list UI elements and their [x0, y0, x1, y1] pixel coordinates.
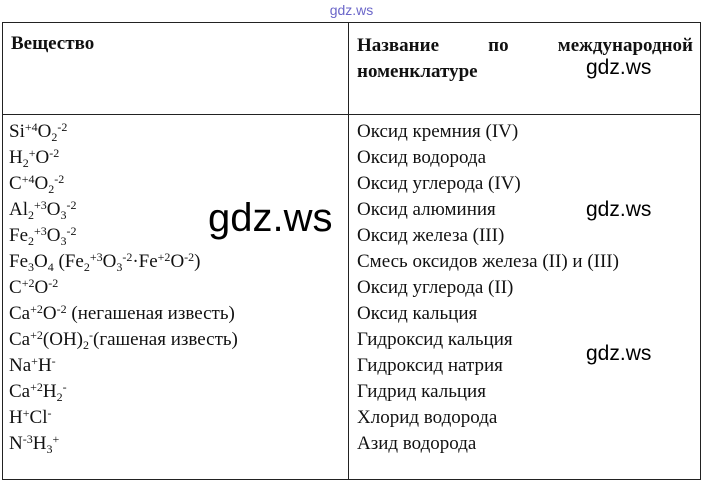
column-divider — [348, 23, 349, 479]
watermark: gdz.ws — [586, 56, 652, 79]
formula-cell: $Ca^{+2}H_2^-$ — [9, 380, 67, 404]
formula-cell: $C^{+4}O_2^{-2}$ — [9, 172, 65, 196]
formula-cell: $H_2^+O^{-2}$ — [9, 146, 60, 170]
header-name: Название по международной номенклатуре — [357, 35, 693, 82]
name-cell: Оксид кремния (IV) — [357, 121, 519, 142]
formula-cell: $Al_2^{+3}O_3^{-2}$ — [9, 198, 77, 222]
formula-cell: $N^{-3}H_3^+$ — [9, 432, 60, 456]
name-cell: Гидроксид кальция — [357, 329, 513, 350]
name-cell: Оксид железа (III) — [357, 225, 505, 246]
name-cell: Оксид кальция — [357, 303, 478, 324]
formula-cell: $Ca^{+2}(OH)_2^-(гашеная$ известь) — [9, 328, 238, 352]
watermark: gdz.ws — [586, 198, 652, 221]
formula-cell: $Si^{+4}O_2^{-2}$ — [9, 120, 68, 144]
formula-column — [9, 119, 238, 457]
name-cell: Оксид углерода (IV) — [357, 173, 521, 194]
name-cell: Смесь оксидов железа (II) и (III) — [357, 251, 619, 272]
header-divider — [3, 114, 700, 115]
name-cell: Оксид алюминия — [357, 199, 496, 220]
formula-cell: $Ca^{+2}O^{-2}$ (негашеная известь) — [9, 302, 235, 324]
name-column — [357, 119, 619, 457]
substances-table — [2, 22, 701, 480]
name-cell: Оксид водорода — [357, 147, 487, 168]
name-cell: Оксид углерода (II) — [357, 277, 514, 298]
watermark: gdz.ws — [586, 342, 652, 365]
site-label[interactable]: gdz.ws — [329, 2, 374, 18]
name-cell: Гидроксид натрия — [357, 355, 503, 376]
name-cell: Гидрид кальция — [357, 381, 486, 402]
watermark: gdz.ws — [208, 196, 333, 240]
formula-cell: $C^{+2}O^{-2}$ — [9, 276, 59, 298]
name-cell: Азид водорода — [357, 433, 477, 454]
header-substance: Вещество — [11, 33, 95, 54]
formula-cell: Na+H- — [9, 354, 56, 376]
formula-cell: $Fe_3O_4$ $(Fe_2^{+3}O_3^{-2}\cdot Fe^{+2}O^{-2})$ — [9, 250, 201, 274]
formula-cell: $Fe_2^{+3}O_3^{-2}$ — [9, 224, 77, 248]
formula-cell: H+Cl- — [9, 406, 52, 428]
name-cell: Хлорид водорода — [357, 407, 498, 428]
